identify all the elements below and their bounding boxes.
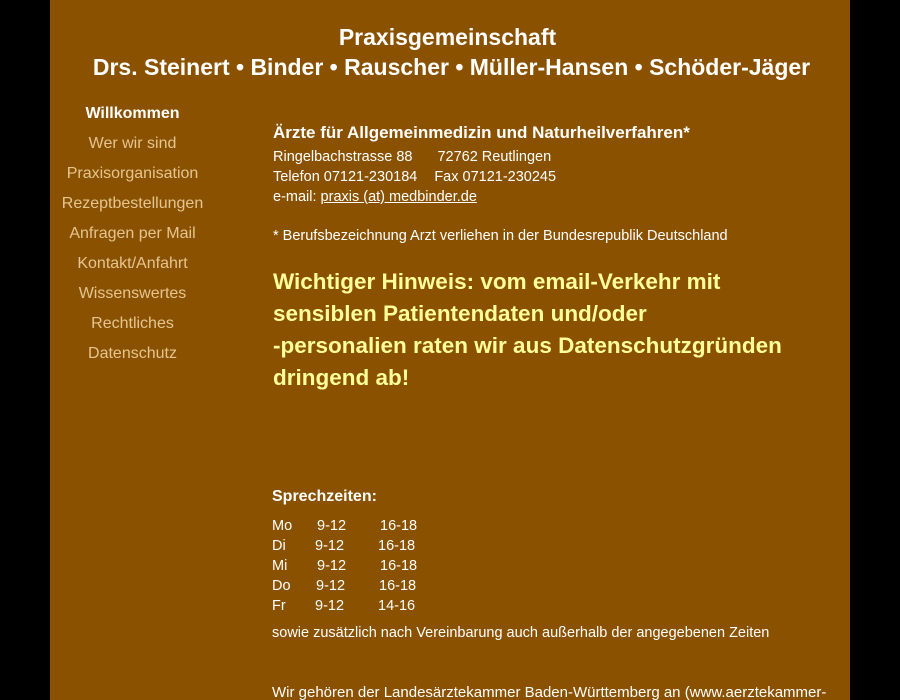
nav-item-kontakt-anfahrt[interactable]: Kontakt/Anfahrt <box>77 255 188 272</box>
hours-morning: 9-12 <box>316 578 346 594</box>
nav-item-rechtliches[interactable]: Rechtliches <box>91 315 174 332</box>
hours-day: Di <box>272 538 286 554</box>
hours-row <box>272 538 417 558</box>
hours-row <box>272 598 417 618</box>
street-address: Ringelbachstrasse 88 <box>273 149 413 165</box>
city-address: 72762 Reutlingen <box>437 149 552 165</box>
practice-specialty: Ärzte für Allgemeinmedizin und Naturheilverfahren* <box>273 123 690 142</box>
notice-line: -personalien raten wir aus Datenschutzgründen <box>273 333 782 358</box>
page-container <box>50 0 850 700</box>
notice-line: Wichtiger Hinweis: vom email-Verkehr mit <box>273 269 721 294</box>
email-line <box>273 189 477 205</box>
nav-item-wissenswertes[interactable]: Wissenswertes <box>78 285 187 302</box>
hours-morning: 9-12 <box>315 598 345 614</box>
hours-day: Fr <box>272 598 286 614</box>
nav-item-wer-wir-sind[interactable]: Wer wir sind <box>88 135 177 152</box>
office-hours-title: Sprechzeiten: <box>272 488 377 505</box>
hours-row <box>272 578 417 598</box>
hours-afternoon: 16-18 <box>379 578 417 594</box>
fax-number: Fax 07121-230245 <box>434 169 557 185</box>
hours-day: Mo <box>272 518 293 534</box>
hours-note: sowie zusätzlich nach Vereinbarung auch außerhalb der angegebenen Zeiten <box>272 625 770 641</box>
hours-row <box>272 518 417 538</box>
hours-row <box>272 558 417 578</box>
doctors-names: Drs. Steinert • Binder • Rauscher • Müller-Hansen • Schöder-Jäger <box>92 54 811 80</box>
footnote: * Berufsbezeichnung Arzt verliehen in der Bundesrepublik Deutschland <box>273 228 728 244</box>
notice-line: dringend ab! <box>273 365 410 390</box>
hours-afternoon: 14-16 <box>378 598 416 614</box>
hours-morning: 9-12 <box>315 538 345 554</box>
hours-morning: 9-12 <box>317 558 347 574</box>
email-label: e-mail: <box>273 189 317 205</box>
privacy-notice <box>273 266 813 394</box>
medical-chamber-note: Wir gehören der Landesärztekammer Baden-Württemberg an (www.aerztekammer- <box>272 684 827 700</box>
phone-number: Telefon 07121-230184 <box>273 169 418 185</box>
hours-day: Do <box>272 578 291 594</box>
hours-afternoon: 16-18 <box>380 558 418 574</box>
page-title: Praxisgemeinschaft <box>338 24 557 50</box>
hours-afternoon: 16-18 <box>378 538 416 554</box>
nav-item-anfragen-per-mail[interactable]: Anfragen per Mail <box>69 225 196 242</box>
nav-item-rezeptbestellungen[interactable]: Rezeptbestellungen <box>61 195 204 212</box>
nav-item-praxisorganisation[interactable]: Praxisorganisation <box>66 165 199 182</box>
address-line <box>273 149 551 165</box>
hours-day: Mi <box>272 558 288 574</box>
nav-item-willkommen[interactable]: Willkommen <box>85 105 180 122</box>
phone-line <box>273 169 556 185</box>
email-link[interactable]: praxis (at) medbinder.de <box>320 189 477 205</box>
nav-item-datenschutz[interactable]: Datenschutz <box>88 345 177 362</box>
sidebar-nav <box>50 104 215 374</box>
office-hours-table <box>272 518 417 618</box>
hours-morning: 9-12 <box>317 518 347 534</box>
hours-afternoon: 16-18 <box>380 518 418 534</box>
notice-line: sensiblen Patientendaten und/oder <box>273 301 647 326</box>
